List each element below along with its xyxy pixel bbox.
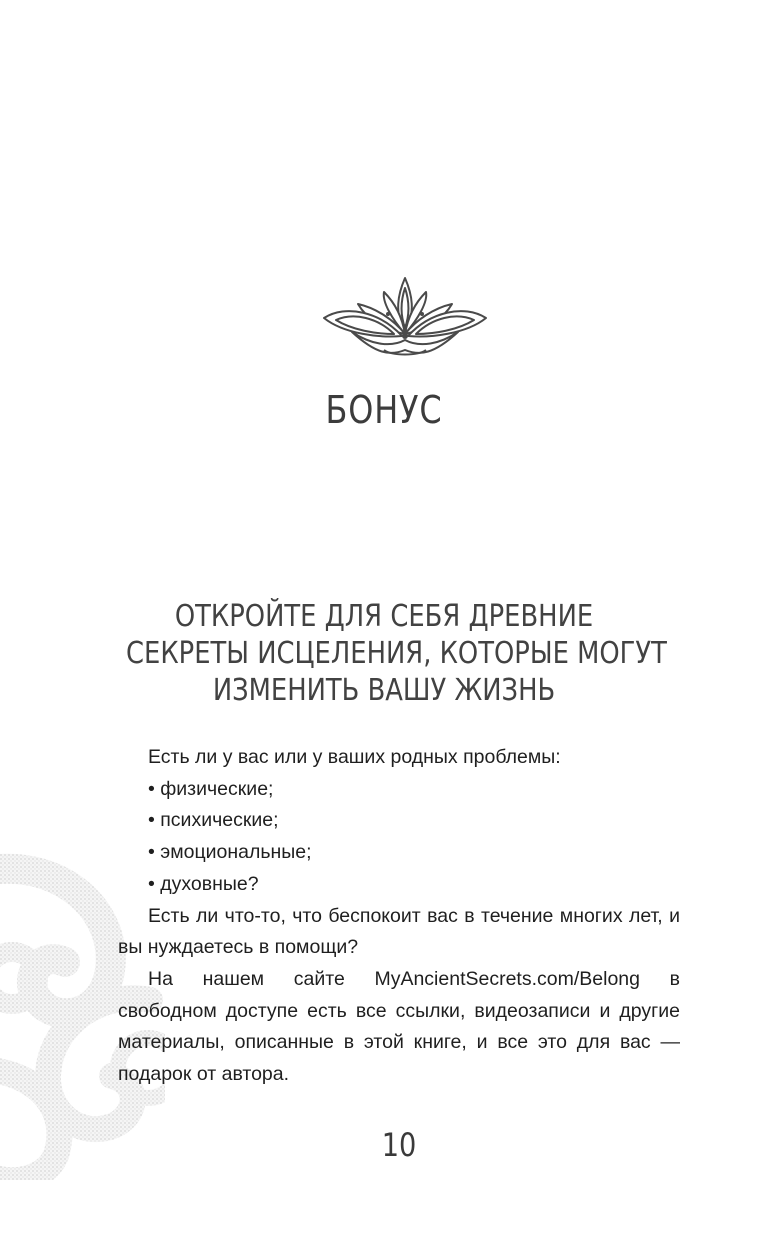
headline-line: ИЗМЕНИТЬ ВАШУ ЖИЗНЬ — [212, 673, 556, 708]
list-item: • психические; — [148, 809, 279, 832]
headline-line: ОТКРОЙТЕ ДЛЯ СЕБЯ ДРЕВНИЕ — [174, 599, 594, 634]
question-paragraph: Есть ли что-то, что беспокоит вас в течение многих лет, и вы нуждаетесь в помощи? — [118, 904, 680, 959]
list-item: • духовные? — [148, 872, 259, 895]
list-item: • физические; — [148, 777, 274, 800]
offer-paragraph: На нашем сайте MyAncientSecrets.com/Belong в свободном доступе есть все ссылки, видеозаписи и другие материалы, описанные в этой книге, и все это для вас — подарок от автора. — [118, 967, 680, 1086]
chapter-headline — [126, 598, 667, 709]
lotus-icon — [322, 274, 488, 358]
headline-line: СЕКРЕТЫ ИСЦЕЛЕНИЯ, КОТОРЫЕ МОГУТ — [126, 636, 667, 671]
page-number: 10 — [381, 1126, 417, 1164]
list-item: • эмоциональные; — [148, 841, 312, 864]
section-title: БОНУС — [325, 388, 443, 432]
intro-paragraph: Есть ли у вас или у ваших родных проблемы: — [148, 746, 561, 768]
body-text — [118, 742, 680, 1091]
